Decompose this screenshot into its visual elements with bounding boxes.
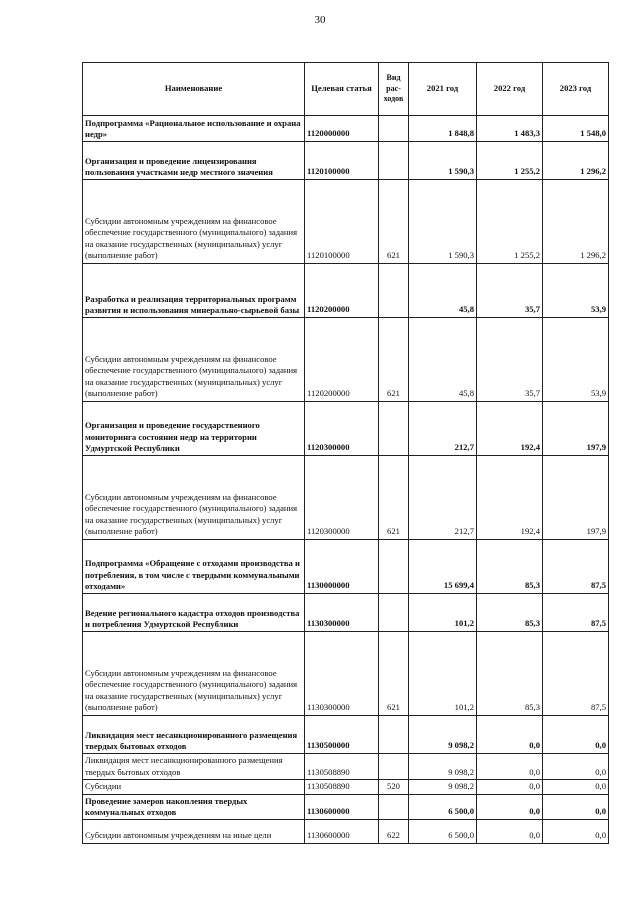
row-vid: 621 xyxy=(379,456,409,540)
row-vid xyxy=(379,116,409,142)
table-row xyxy=(83,142,609,180)
row-target: 1120100000 xyxy=(305,142,379,180)
header-2023: 2023 год xyxy=(543,63,609,116)
row-2023: 53,9 xyxy=(543,318,609,402)
row-vid xyxy=(379,754,409,780)
row-2023: 1 296,2 xyxy=(543,180,609,264)
row-target: 1120300000 xyxy=(305,456,379,540)
table-row xyxy=(83,716,609,754)
row-2021: 9 098,2 xyxy=(409,780,477,795)
row-target: 1130600000 xyxy=(305,794,379,819)
header-2021: 2021 год xyxy=(409,63,477,116)
row-2022: 192,4 xyxy=(477,402,543,456)
row-2023: 87,5 xyxy=(543,540,609,594)
row-2023: 197,9 xyxy=(543,456,609,540)
row-vid: 621 xyxy=(379,318,409,402)
header-name: Наименование xyxy=(83,63,305,116)
table-row xyxy=(83,794,609,819)
row-2023: 0,0 xyxy=(543,780,609,795)
row-target: 1120200000 xyxy=(305,318,379,402)
row-2022: 35,7 xyxy=(477,264,543,318)
row-target: 1120100000 xyxy=(305,180,379,264)
row-target: 1130508890 xyxy=(305,780,379,795)
table-row xyxy=(83,402,609,456)
row-vid xyxy=(379,594,409,632)
row-2023: 1 548,0 xyxy=(543,116,609,142)
row-name: Субсидии автономным учреждениям на финансовое обеспечение государственного (муниципального) задания на оказание государственных (муниципальных) услуг (выполнение работ) xyxy=(83,180,305,264)
header-2022: 2022 год xyxy=(477,63,543,116)
table-row xyxy=(83,456,609,540)
row-2022: 192,4 xyxy=(477,456,543,540)
row-2021: 212,7 xyxy=(409,456,477,540)
row-name: Субсидии автономным учреждениям на иные цели xyxy=(83,819,305,843)
row-name: Организация и проведение лицензирования пользования участками недр местного значения xyxy=(83,142,305,180)
row-2021: 9 098,2 xyxy=(409,716,477,754)
row-2022: 0,0 xyxy=(477,716,543,754)
row-name: Проведение замеров накопления твердых коммунальных отходов xyxy=(83,794,305,819)
row-2023: 0,0 xyxy=(543,754,609,780)
header-row xyxy=(83,63,609,116)
row-target: 1130300000 xyxy=(305,632,379,716)
table-row xyxy=(83,632,609,716)
row-2021: 9 098,2 xyxy=(409,754,477,780)
row-2022: 1 483,3 xyxy=(477,116,543,142)
row-2021: 45,8 xyxy=(409,264,477,318)
row-vid xyxy=(379,716,409,754)
row-2023: 0,0 xyxy=(543,819,609,843)
row-name: Ликвидация мест несанкционированного размещения твердых бытовых отходов xyxy=(83,716,305,754)
row-2021: 1 590,3 xyxy=(409,180,477,264)
table-row xyxy=(83,540,609,594)
row-2023: 87,5 xyxy=(543,632,609,716)
row-2022: 85,3 xyxy=(477,632,543,716)
row-target: 1130300000 xyxy=(305,594,379,632)
page-number: 30 xyxy=(314,14,326,26)
table-row xyxy=(83,780,609,795)
table-row xyxy=(83,180,609,264)
row-2022: 85,3 xyxy=(477,594,543,632)
row-2021: 45,8 xyxy=(409,318,477,402)
row-target: 1130600000 xyxy=(305,819,379,843)
row-2021: 101,2 xyxy=(409,632,477,716)
row-vid: 621 xyxy=(379,180,409,264)
row-2021: 1 590,3 xyxy=(409,142,477,180)
header-target: Целевая статья xyxy=(305,63,379,116)
row-vid xyxy=(379,402,409,456)
row-vid xyxy=(379,540,409,594)
row-name: Субсидии xyxy=(83,780,305,795)
row-vid xyxy=(379,142,409,180)
row-name: Подпрограмма «Рациональное использование и охрана недр» xyxy=(83,116,305,142)
row-vid: 622 xyxy=(379,819,409,843)
row-name: Подпрограмма «Обращение с отходами производства и потребления, в том числе с твердыми коммунальными отходами» xyxy=(83,540,305,594)
row-vid: 621 xyxy=(379,632,409,716)
row-2021: 212,7 xyxy=(409,402,477,456)
row-target: 1120000000 xyxy=(305,116,379,142)
row-name: Ведение регионального кадастра отходов производства и потребления Удмуртской Республики xyxy=(83,594,305,632)
row-vid xyxy=(379,264,409,318)
row-name: Разработка и реализация территориальных программ развития и использования минерально-сырьевой базы xyxy=(83,264,305,318)
row-name: Субсидии автономным учреждениям на финансовое обеспечение государственного (муниципального) задания на оказание государственных (муниципальных) услуг (выполнение работ) xyxy=(83,318,305,402)
row-2022: 35,7 xyxy=(477,318,543,402)
row-2021: 1 848,8 xyxy=(409,116,477,142)
row-2021: 101,2 xyxy=(409,594,477,632)
table-row xyxy=(83,754,609,780)
row-2023: 1 296,2 xyxy=(543,142,609,180)
row-2022: 85,3 xyxy=(477,540,543,594)
row-2021: 6 500,0 xyxy=(409,819,477,843)
row-vid: 520 xyxy=(379,780,409,795)
row-target: 1130508890 xyxy=(305,754,379,780)
row-2023: 87,5 xyxy=(543,594,609,632)
table-row xyxy=(83,318,609,402)
row-target: 1120200000 xyxy=(305,264,379,318)
row-target: 1120300000 xyxy=(305,402,379,456)
row-2022: 0,0 xyxy=(477,780,543,795)
row-2022: 1 255,2 xyxy=(477,180,543,264)
table-body xyxy=(83,116,609,844)
row-target: 1130000000 xyxy=(305,540,379,594)
row-name: Организация и проведение государственного мониторинга состояния недр на территории Удмуртской Республики xyxy=(83,402,305,456)
row-2022: 0,0 xyxy=(477,794,543,819)
table-row xyxy=(83,264,609,318)
table-row xyxy=(83,594,609,632)
row-target: 1130500000 xyxy=(305,716,379,754)
table-row xyxy=(83,116,609,142)
table-row xyxy=(83,819,609,843)
row-name: Субсидии автономным учреждениям на финансовое обеспечение государственного (муниципального) задания на оказание государственных (муниципальных) услуг (выполнение работ) xyxy=(83,456,305,540)
row-2021: 15 699,4 xyxy=(409,540,477,594)
row-2022: 0,0 xyxy=(477,754,543,780)
row-2022: 0,0 xyxy=(477,819,543,843)
row-2023: 197,9 xyxy=(543,402,609,456)
row-2023: 53,9 xyxy=(543,264,609,318)
row-name: Субсидии автономным учреждениям на финансовое обеспечение государственного (муниципального) задания на оказание государственных (муниципальных) услуг (выполнение работ) xyxy=(83,632,305,716)
row-2023: 0,0 xyxy=(543,716,609,754)
row-vid xyxy=(379,794,409,819)
row-2022: 1 255,2 xyxy=(477,142,543,180)
row-2021: 6 500,0 xyxy=(409,794,477,819)
row-2023: 0,0 xyxy=(543,794,609,819)
row-name: Ликвидация мест несанкционированного размещения твердых бытовых отходов xyxy=(83,754,305,780)
header-vid: Вид рас-ходов xyxy=(379,63,409,116)
budget-table xyxy=(82,62,609,844)
